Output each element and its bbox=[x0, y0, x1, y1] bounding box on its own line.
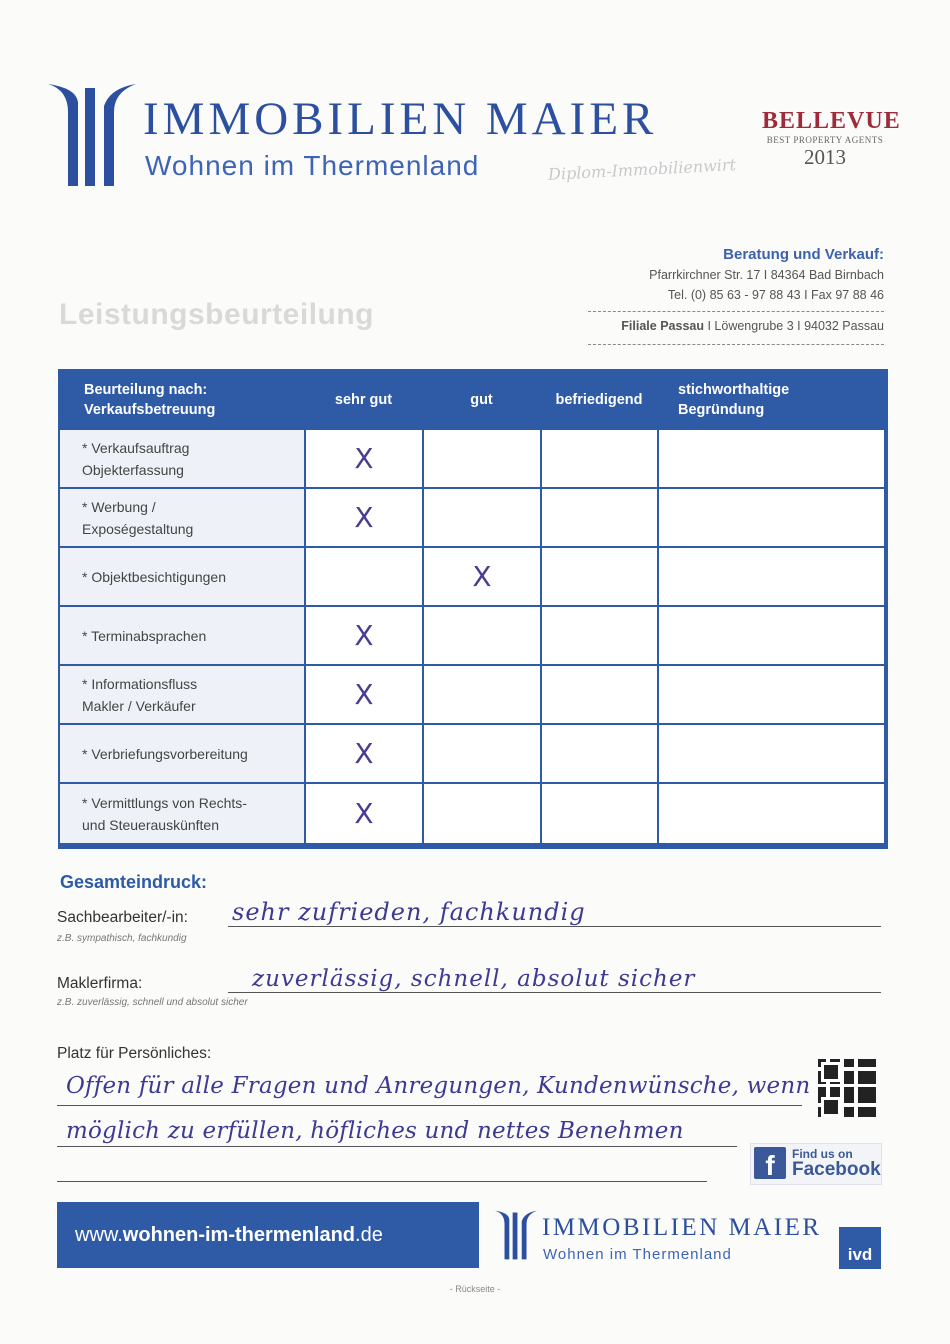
checkbox-very-good[interactable]: X bbox=[306, 489, 422, 546]
overall-heading: Gesamteindruck: bbox=[60, 872, 208, 892]
checkbox-good[interactable] bbox=[424, 607, 540, 664]
checkbox-satisfactory[interactable] bbox=[542, 725, 657, 782]
facebook-badge[interactable] bbox=[750, 1143, 882, 1185]
footer-bar bbox=[57, 1202, 479, 1268]
document-title: Leistungsbeurteilung bbox=[59, 298, 375, 331]
table-row bbox=[60, 666, 886, 723]
table-row bbox=[60, 430, 886, 487]
table-header bbox=[60, 371, 886, 429]
header-good: gut bbox=[470, 392, 493, 408]
checkbox-very-good[interactable] bbox=[306, 548, 422, 605]
header-very-good: sehr gut bbox=[334, 392, 393, 408]
checkbox-satisfactory[interactable] bbox=[542, 784, 657, 843]
reason-field[interactable] bbox=[659, 430, 884, 487]
personal-input-line-1[interactable]: Offen für alle Fragen und Anregungen, Kundenwünsche, wenn bbox=[66, 1073, 811, 1099]
footer-logo-icon bbox=[494, 1206, 538, 1264]
row-label: * Vermittlungs von Rechts- und Steuerauskünften bbox=[82, 794, 247, 833]
firm-label: Maklerfirma: bbox=[57, 975, 143, 992]
agent-label: Sachbearbeiter/-in: bbox=[57, 909, 188, 926]
agent-line bbox=[228, 926, 881, 927]
header-satisfactory: befriedigend bbox=[555, 392, 643, 408]
url-suffix: .de bbox=[355, 1224, 383, 1246]
firm-hint: z.B. zuverlässig, schnell und absolut sicher bbox=[57, 997, 248, 1008]
checkbox-satisfactory[interactable] bbox=[542, 607, 657, 664]
checkbox-good[interactable] bbox=[424, 666, 540, 723]
footer-brand-tagline: Wohnen im Thermenland bbox=[543, 1246, 732, 1263]
personal-label: Platz für Persönliches: bbox=[57, 1045, 212, 1062]
reason-field[interactable] bbox=[659, 666, 884, 723]
checkbox-very-good[interactable]: X bbox=[306, 607, 422, 664]
table-row bbox=[60, 725, 886, 782]
row-label: * Verbriefungsvorbereitung bbox=[82, 745, 248, 762]
footer-brand-name: IMMOBILIEN MAIER bbox=[542, 1214, 822, 1241]
checkbox-satisfactory[interactable] bbox=[542, 666, 657, 723]
divider bbox=[588, 344, 884, 345]
checkbox-good[interactable] bbox=[424, 489, 540, 546]
header-reason: stichworthaltige Begründung bbox=[678, 382, 790, 418]
reason-field[interactable] bbox=[659, 607, 884, 664]
reason-field[interactable] bbox=[659, 725, 884, 782]
facebook-icon: f bbox=[754, 1147, 786, 1179]
reason-field[interactable] bbox=[659, 784, 884, 843]
branch-address: I Löwengrube 3 I 94032 Passau bbox=[707, 319, 884, 333]
checkbox-good[interactable]: X bbox=[424, 548, 540, 605]
checkbox-satisfactory[interactable] bbox=[542, 430, 657, 487]
qualification-text: Diplom-Immobilienwirt bbox=[547, 155, 737, 184]
contact-heading: Beratung und Verkauf: bbox=[723, 246, 884, 263]
personal-input-line-2[interactable]: möglich zu erfüllen, höfliches und nettes Benehmen bbox=[66, 1118, 684, 1144]
rating-table bbox=[58, 369, 888, 849]
contact-address: Pfarrkirchner Str. 17 I 84364 Bad Birnbach bbox=[649, 268, 884, 282]
checkbox-satisfactory[interactable] bbox=[542, 489, 657, 546]
table-row bbox=[60, 548, 886, 605]
award-badge bbox=[762, 108, 901, 170]
branch-label: Filiale Passau bbox=[621, 319, 704, 333]
facebook-label: Facebook bbox=[792, 1159, 881, 1180]
agent-hint: z.B. sympathisch, fachkundig bbox=[57, 933, 187, 944]
website-link[interactable] bbox=[75, 1224, 383, 1247]
personal-line bbox=[57, 1146, 737, 1147]
personal-line bbox=[57, 1105, 802, 1106]
table-row bbox=[60, 489, 886, 546]
ivd-logo: ivd bbox=[839, 1227, 881, 1269]
url-prefix: www. bbox=[75, 1224, 123, 1246]
url-main: wohnen-im-thermenland bbox=[122, 1224, 356, 1246]
firm-line bbox=[228, 992, 881, 993]
reason-field[interactable] bbox=[659, 489, 884, 546]
row-label: * Werbung / Exposégestaltung bbox=[82, 498, 194, 537]
row-label: * Informationsfluss Makler / Verkäufer bbox=[82, 675, 198, 714]
personal-line bbox=[57, 1181, 707, 1182]
brand-tagline: Wohnen im Thermenland bbox=[145, 150, 480, 181]
brand-logo-icon bbox=[46, 82, 138, 188]
checkbox-very-good[interactable]: X bbox=[306, 666, 422, 723]
row-label: * Terminabsprachen bbox=[82, 627, 207, 644]
award-name: BELLEVUE bbox=[762, 108, 901, 134]
table-row bbox=[60, 784, 886, 843]
contact-phone: Tel. (0) 85 63 - 97 88 43 I Fax 97 88 46 bbox=[667, 288, 884, 302]
checkbox-good[interactable] bbox=[424, 430, 540, 487]
reason-field[interactable] bbox=[659, 548, 884, 605]
row-label: * Verkaufsauftrag Objekterfassung bbox=[82, 439, 190, 478]
qr-code-icon[interactable] bbox=[818, 1059, 876, 1117]
award-year: 2013 bbox=[804, 145, 846, 169]
checkbox-satisfactory[interactable] bbox=[542, 548, 657, 605]
page-note: - Rückseite - bbox=[449, 1284, 501, 1294]
checkbox-very-good[interactable]: X bbox=[306, 430, 422, 487]
checkbox-very-good[interactable]: X bbox=[306, 725, 422, 782]
checkbox-very-good[interactable]: X bbox=[306, 784, 422, 843]
brand-name: IMMOBILIEN MAIER bbox=[143, 93, 658, 145]
table-row bbox=[60, 607, 886, 664]
firm-input[interactable]: zuverlässig, schnell, absolut sicher bbox=[252, 966, 696, 992]
row-label: * Objektbesichtigungen bbox=[82, 568, 226, 585]
award-subtitle: BEST PROPERTY AGENTS bbox=[766, 135, 884, 145]
facebook-find-us: Find us on bbox=[792, 1147, 853, 1161]
agent-input[interactable]: sehr zufrieden, fachkundig bbox=[232, 898, 586, 926]
checkbox-good[interactable] bbox=[424, 784, 540, 843]
branch-info bbox=[621, 319, 884, 333]
header-criteria: Beurteilung nach: Verkaufsbetreuung bbox=[84, 382, 216, 418]
checkbox-good[interactable] bbox=[424, 725, 540, 782]
divider bbox=[588, 311, 884, 312]
